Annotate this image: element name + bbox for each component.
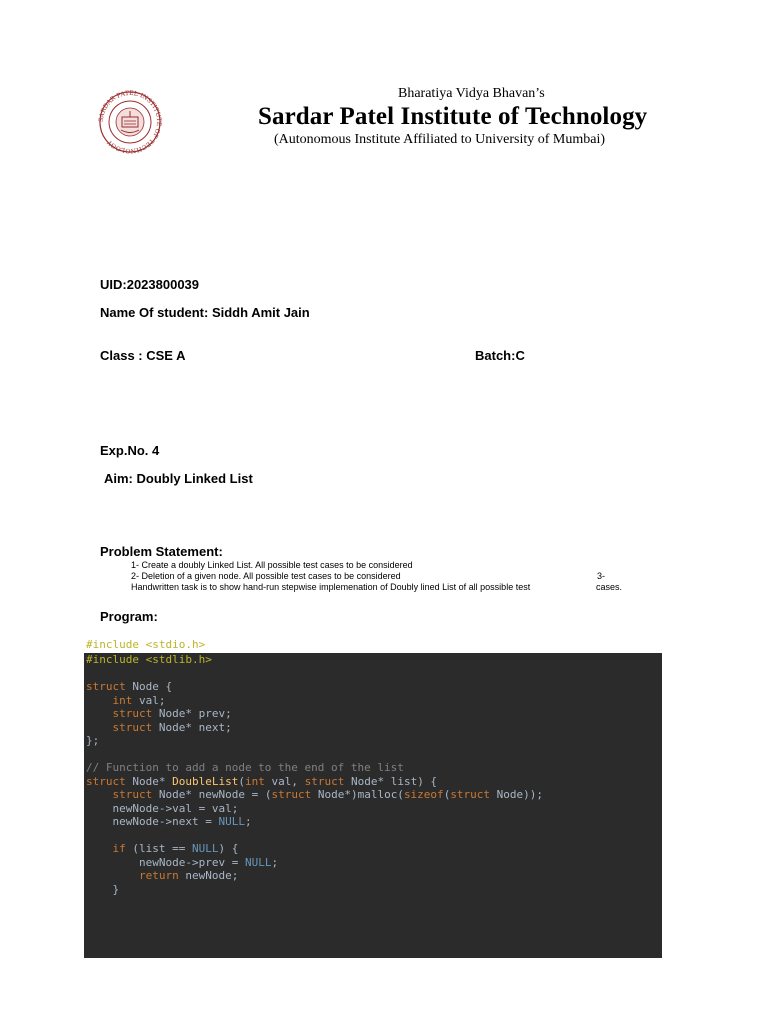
code-line: #include <stdlib.h> <box>86 653 212 666</box>
code-line: // Function to add a node to the end of the list <box>86 761 404 774</box>
code-line: return newNode; <box>138 869 239 882</box>
problem-line-3-tail: cases. <box>596 582 623 592</box>
code-line: int val; <box>112 693 166 707</box>
problem-line-1: 1- Create a doubly Linked List. All possible test cases to be considered <box>131 560 413 570</box>
student-name: Name Of student: Siddh Amit Jain <box>100 305 310 320</box>
institute-title: Sardar Patel Institute of Technology <box>258 103 648 130</box>
student-class: Class : CSE A <box>100 348 186 363</box>
student-uid: UID:2023800039 <box>100 277 200 292</box>
code-line: if (list == NULL) { <box>112 842 239 855</box>
code-line: struct Node* prev; <box>112 707 232 720</box>
student-batch: Batch:C <box>475 348 525 363</box>
svg-text:SARDAR PATEL INSTITUTE OF TECH: SARDAR PATEL INSTITUTE OF TECHNOLOGY <box>97 90 163 154</box>
experiment-number: Exp.No. 4 <box>100 443 160 458</box>
code-line: struct Node* newNode = (struct Node*)malloc(sizeof(struct Node)); <box>112 788 544 801</box>
header-subtitle: Bharatiya Vidya Bhavan’s <box>398 86 545 101</box>
experiment-aim: Aim: Doubly Linked List <box>104 471 253 486</box>
problem-statement-heading: Problem Statement: <box>100 544 223 559</box>
code-line: struct Node { <box>86 680 173 693</box>
code-line: newNode->val = val; <box>86 801 239 815</box>
code-line: } <box>86 882 120 896</box>
code-line <box>86 748 543 762</box>
code-line: }; <box>86 734 100 747</box>
program-heading: Program: <box>100 609 158 624</box>
logo-seal-icon <box>95 90 165 154</box>
problem-line-3: Handwritten task is to show hand-run stepwise implemenation of Doubly lined List of all possible test <box>131 582 531 592</box>
code-line: newNode->next = NULL; <box>86 815 252 828</box>
code-line: struct Node* DoubleList(int val, struct Node* list) { <box>86 774 438 788</box>
code-line <box>86 667 543 681</box>
code-body <box>86 653 543 896</box>
code-line <box>86 829 543 843</box>
problem-line-2: 2- Deletion of a given node. All possible test cases to be considered <box>131 571 401 581</box>
code-line-include-stdio: #include <stdio.h> <box>86 638 206 651</box>
institute-logo <box>95 90 165 154</box>
code-line: newNode->prev = NULL; <box>86 855 279 869</box>
institute-affiliation: (Autonomous Institute Affiliated to University of Mumbai) <box>274 132 606 147</box>
code-line: struct Node* next; <box>112 720 232 734</box>
problem-line-2-tail: 3- <box>597 571 606 581</box>
